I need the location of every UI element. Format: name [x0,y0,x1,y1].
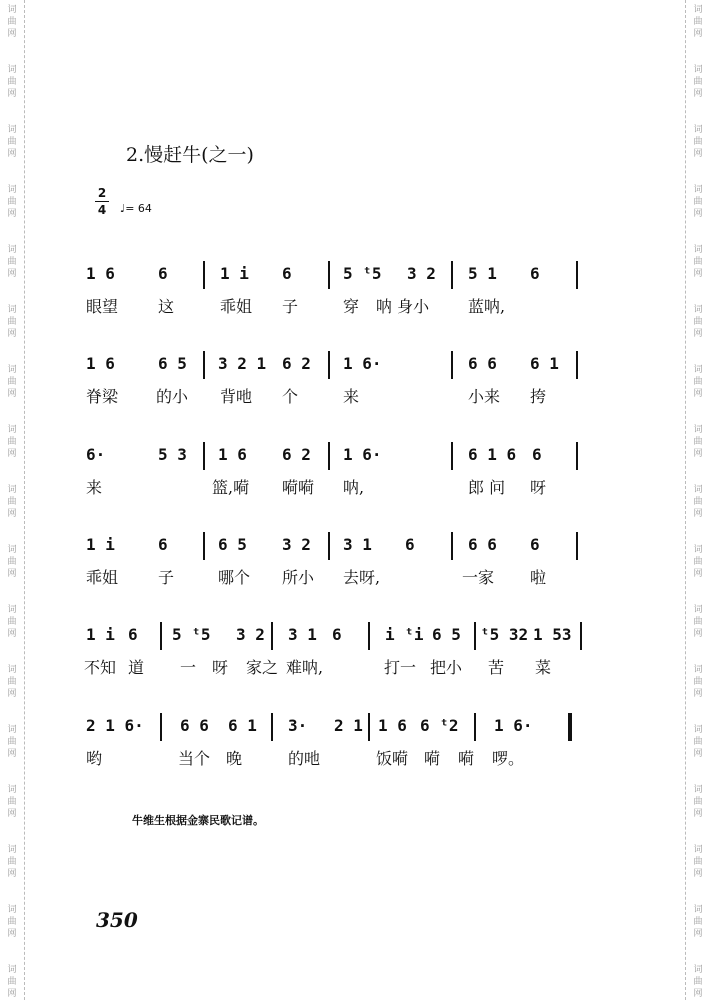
watermark-char: 网 [693,929,703,939]
note-group: 5 1 [468,264,497,283]
bar-line [160,622,162,650]
watermark-char: 网 [693,149,703,159]
lyric: 难呐, [286,658,324,677]
bar-line [203,351,205,379]
watermark-char: 网 [693,689,703,699]
watermark-char: 网 [7,389,17,399]
watermark [5,304,19,340]
lyric: 打一 [384,658,417,677]
note-group: 1 6· [494,716,533,735]
note-group: 5 3 [158,445,187,464]
watermark-char: 词 [693,845,703,855]
lyric: 蓝呐, [468,297,506,316]
lyric: 晚 [226,749,243,768]
transcription-credit: 牛维生根据金寨民歌记谱。 [132,814,264,827]
lyric: 苦 [488,658,505,677]
note-group: i ᵗi [385,625,424,644]
watermark-char: 曲 [693,617,703,627]
watermark-char: 词 [693,905,703,915]
lyric: 篮,嗬 [212,478,250,497]
watermark [5,124,19,160]
lyric: 一 [180,658,197,677]
note-group: 1 6 [86,354,115,373]
note-group: 6 ᵗ2 [420,716,459,735]
watermark [5,184,19,220]
note-group: 3 2 [236,625,265,644]
watermark [691,904,705,940]
watermark-char: 网 [693,209,703,219]
watermark-char: 网 [693,449,703,459]
note-group: 6 6 [468,535,497,554]
notation-line [0,354,710,384]
lyric: 啦 [530,568,547,587]
note-group: 6 [405,535,415,554]
watermark-char: 网 [7,569,17,579]
watermark [5,604,19,640]
song-title: 2.慢赶牛(之一) [126,144,254,166]
lyrics-line [0,475,710,505]
bar-line [328,442,330,470]
lyric: 家之 [246,658,279,677]
lyric: 哪个 [218,568,251,587]
watermark-char: 词 [693,5,703,15]
watermark-char: 词 [693,305,703,315]
lyric: 的吔 [288,749,321,768]
note-group: 6 [332,625,342,644]
lyric: 的小 [156,387,189,406]
watermark-char: 词 [7,905,17,915]
watermark-char: 网 [693,809,703,819]
watermark-char: 曲 [693,857,703,867]
lyric: 挎 [530,387,547,406]
watermark-char: 曲 [7,917,17,927]
note-group: 1 6 [218,445,247,464]
watermark-char: 曲 [7,557,17,567]
watermark [691,604,705,640]
watermark-char: 词 [693,545,703,555]
bar-line [451,351,453,379]
watermark-char: 词 [7,605,17,615]
watermark-char: 曲 [7,857,17,867]
watermark-char: 词 [7,245,17,255]
note-group: 1 6 [378,716,407,735]
watermark-char: 词 [693,65,703,75]
watermark-char: 网 [7,329,17,339]
watermark-char: 曲 [693,977,703,987]
watermark-char: 网 [7,929,17,939]
bar-line [576,351,578,379]
watermark-char: 词 [693,785,703,795]
bar-line [451,442,453,470]
lyrics-line [0,565,710,595]
watermark [5,724,19,760]
note-group: 6 [158,264,168,283]
watermark-char: 词 [7,425,17,435]
watermark-char: 网 [693,29,703,39]
watermark [5,664,19,700]
watermark-char: 曲 [7,437,17,447]
lyric: 当个 [178,749,211,768]
notation-line [0,264,710,294]
note-group: 6 2 [282,445,311,464]
note-group: 6 5 [158,354,187,373]
lyric: 来 [343,387,360,406]
bar-line [474,713,476,741]
watermark-char: 曲 [7,197,17,207]
bar-line [451,261,453,289]
watermark-char: 曲 [693,797,703,807]
note-group: 6 1 [530,354,559,373]
lyric: 把小 [430,658,463,677]
watermark-char: 词 [7,65,17,75]
note-group: 5 ᵗ5 [343,264,382,283]
watermark-char: 曲 [7,977,17,987]
watermark-char: 曲 [693,137,703,147]
watermark-char: 网 [7,269,17,279]
lyric: 去呀, [343,568,381,587]
watermark [691,184,705,220]
lyric: 郎 问 [468,478,506,497]
watermark-char: 词 [7,845,17,855]
note-group: 3 1 [288,625,317,644]
watermark-char: 词 [7,485,17,495]
lyric: 呀 [212,658,229,677]
note-group: 1 i [86,535,115,554]
watermark-char: 曲 [7,137,17,147]
note-group: 6 [530,535,540,554]
bar-line [368,713,370,741]
score-row [0,716,710,806]
lyric: 不知 [84,658,117,677]
score-row [0,264,710,354]
lyrics-line [0,655,710,685]
lyric: 脊梁 [86,387,119,406]
watermark-char: 词 [693,425,703,435]
note-group: 1 6· [343,445,382,464]
note-group: 6 [530,264,540,283]
lyric: 呐, [343,478,365,497]
watermark-char: 词 [693,125,703,135]
watermark-char: 曲 [7,377,17,387]
watermark [5,424,19,460]
watermark [691,364,705,400]
watermark-char: 曲 [693,257,703,267]
note-group: 6 [128,625,138,644]
lyrics-line [0,746,710,776]
bar-line [328,351,330,379]
watermark [5,244,19,280]
bar-line [271,713,273,741]
watermark-char: 曲 [7,317,17,327]
time-signature-divider [95,201,109,202]
watermark-char: 网 [7,149,17,159]
watermark [5,64,19,100]
watermark [691,244,705,280]
note-group: 1 6· [343,354,382,373]
note-group: 6 6 [468,354,497,373]
note-group: 3· [288,716,308,735]
note-group: 6 6 [180,716,209,735]
watermark-char: 曲 [693,497,703,507]
watermark-char: 词 [7,545,17,555]
note-group: 1 6 [86,264,115,283]
lyric: 道 [128,658,145,677]
watermark [5,364,19,400]
watermark-char: 网 [7,449,17,459]
watermark-char: 曲 [693,197,703,207]
lyric: 哟 [86,749,103,768]
bar-line [368,622,370,650]
lyric: 所小 [282,568,315,587]
lyric: 啰。 [492,749,525,768]
lyric: 小来 [468,387,501,406]
note-group: 6 [532,445,542,464]
time-signature-bottom: 4 [97,203,107,217]
watermark-char: 网 [693,269,703,279]
watermark-char: 网 [693,569,703,579]
score-row [0,625,710,715]
bar-line [328,261,330,289]
note-group: 6 5 [432,625,461,644]
note-group: 1 53 [533,625,572,644]
watermark-char: 曲 [693,737,703,747]
bar-line [271,622,273,650]
note-group: 2 1 [334,716,363,735]
watermark [691,304,705,340]
notation-line [0,716,710,746]
lyric: 嗬 [424,749,441,768]
lyric: 菜 [535,658,552,677]
lyric: 这 [158,297,175,316]
lyric: 来 [86,478,103,497]
watermark-char: 曲 [693,917,703,927]
final-bar-line [568,713,572,741]
lyric: 嗬 [458,749,475,768]
watermark [691,724,705,760]
watermark [5,544,19,580]
note-group: 1 i [86,625,115,644]
bar-line [576,261,578,289]
watermark-char: 网 [7,509,17,519]
watermark [691,544,705,580]
bar-line [203,442,205,470]
lyric: 呐 身小 [376,297,430,316]
watermark-char: 网 [693,629,703,639]
bar-line [328,532,330,560]
lyric: 乖姐 [220,297,253,316]
watermark-char: 词 [7,185,17,195]
watermark [5,964,19,1000]
watermark-char: 曲 [7,737,17,747]
watermark-char: 词 [7,665,17,675]
watermark-char: 曲 [7,617,17,627]
watermark-char: 网 [693,89,703,99]
bar-line [580,622,582,650]
note-group: 2 1 6· [86,716,144,735]
bar-line [576,442,578,470]
watermark-char: 词 [7,725,17,735]
watermark-char: 网 [7,989,17,999]
watermark [691,124,705,160]
watermark-char: 词 [7,125,17,135]
score-row [0,535,710,625]
watermark [5,484,19,520]
lyric: 嗬嗬 [282,478,315,497]
watermark-char: 网 [7,749,17,759]
lyric: 穿 [343,297,360,316]
watermark-char: 曲 [693,377,703,387]
lyric: 乖姐 [86,568,119,587]
watermark-char: 网 [7,89,17,99]
lyric: 子 [158,568,175,587]
watermark [5,904,19,940]
watermark-char: 曲 [693,677,703,687]
watermark [691,784,705,820]
watermark-char: 曲 [7,257,17,267]
page-number: 350 [96,908,138,932]
notation-line [0,445,710,475]
lyric: 呀 [530,478,547,497]
lyric: 背吔 [220,387,253,406]
watermark [691,4,705,40]
bar-line [576,532,578,560]
note-group: 6 1 6 [468,445,517,464]
score-row [0,354,710,444]
note-group: 3 2 [282,535,311,554]
note-group: ᵗ5 32 [480,625,529,644]
score-row [0,445,710,535]
watermark-char: 网 [693,329,703,339]
lyrics-line [0,384,710,414]
watermark-char: 词 [693,245,703,255]
note-group: 3 1 [343,535,372,554]
note-group: 6 [158,535,168,554]
note-group: 6 1 [228,716,257,735]
watermark-char: 曲 [693,17,703,27]
time-signature-top: 2 [97,186,107,200]
watermark-char: 曲 [693,437,703,447]
watermark-char: 曲 [693,77,703,87]
note-group: 3 2 1 [218,354,267,373]
notation-line [0,625,710,655]
note-group: 1 i [220,264,249,283]
watermark-char: 词 [693,665,703,675]
watermark-char: 曲 [7,17,17,27]
lyric: 饭嗬 [376,749,409,768]
watermark-char: 词 [693,725,703,735]
watermark [691,964,705,1000]
note-group: 6· [86,445,106,464]
watermark-char: 词 [7,5,17,15]
lyric: 一家 [462,568,495,587]
watermark-char: 网 [693,989,703,999]
watermark-char: 词 [7,305,17,315]
watermark-char: 词 [693,605,703,615]
watermark-char: 词 [7,785,17,795]
watermark-char: 词 [7,965,17,975]
watermark-char: 曲 [693,317,703,327]
watermark-char: 曲 [7,797,17,807]
watermark-char: 曲 [7,77,17,87]
watermark [691,64,705,100]
watermark-char: 网 [7,629,17,639]
watermark-char: 网 [693,749,703,759]
note-group: 6 [282,264,292,283]
watermark-char: 网 [693,509,703,519]
note-group: 5 ᵗ5 [172,625,211,644]
watermark [691,844,705,880]
watermark-char: 网 [7,689,17,699]
lyric: 眼望 [86,297,119,316]
watermark [691,664,705,700]
watermark-char: 词 [693,185,703,195]
bar-line [203,532,205,560]
bar-line [203,261,205,289]
notation-line [0,535,710,565]
watermark [5,4,19,40]
note-group: 3 2 [407,264,436,283]
watermark-char: 网 [7,869,17,879]
bar-line [451,532,453,560]
tempo-marking: ♩= 64 [120,202,152,215]
time-signature [95,186,109,217]
watermark-char: 词 [7,365,17,375]
watermark [5,844,19,880]
watermark-char: 词 [693,485,703,495]
watermark [691,484,705,520]
watermark [5,784,19,820]
bar-line [160,713,162,741]
watermark-char: 曲 [7,677,17,687]
watermark-char: 网 [7,809,17,819]
watermark-char: 网 [7,29,17,39]
watermark-char: 网 [693,389,703,399]
watermark-char: 词 [693,365,703,375]
note-group: 6 2 [282,354,311,373]
watermark-char: 词 [693,965,703,975]
watermark [691,424,705,460]
watermark-char: 网 [7,209,17,219]
watermark-char: 曲 [7,497,17,507]
watermark-char: 曲 [693,557,703,567]
watermark-char: 网 [693,869,703,879]
lyric: 个 [282,387,299,406]
lyric: 子 [282,297,299,316]
note-group: 6 5 [218,535,247,554]
lyrics-line [0,294,710,324]
bar-line [474,622,476,650]
